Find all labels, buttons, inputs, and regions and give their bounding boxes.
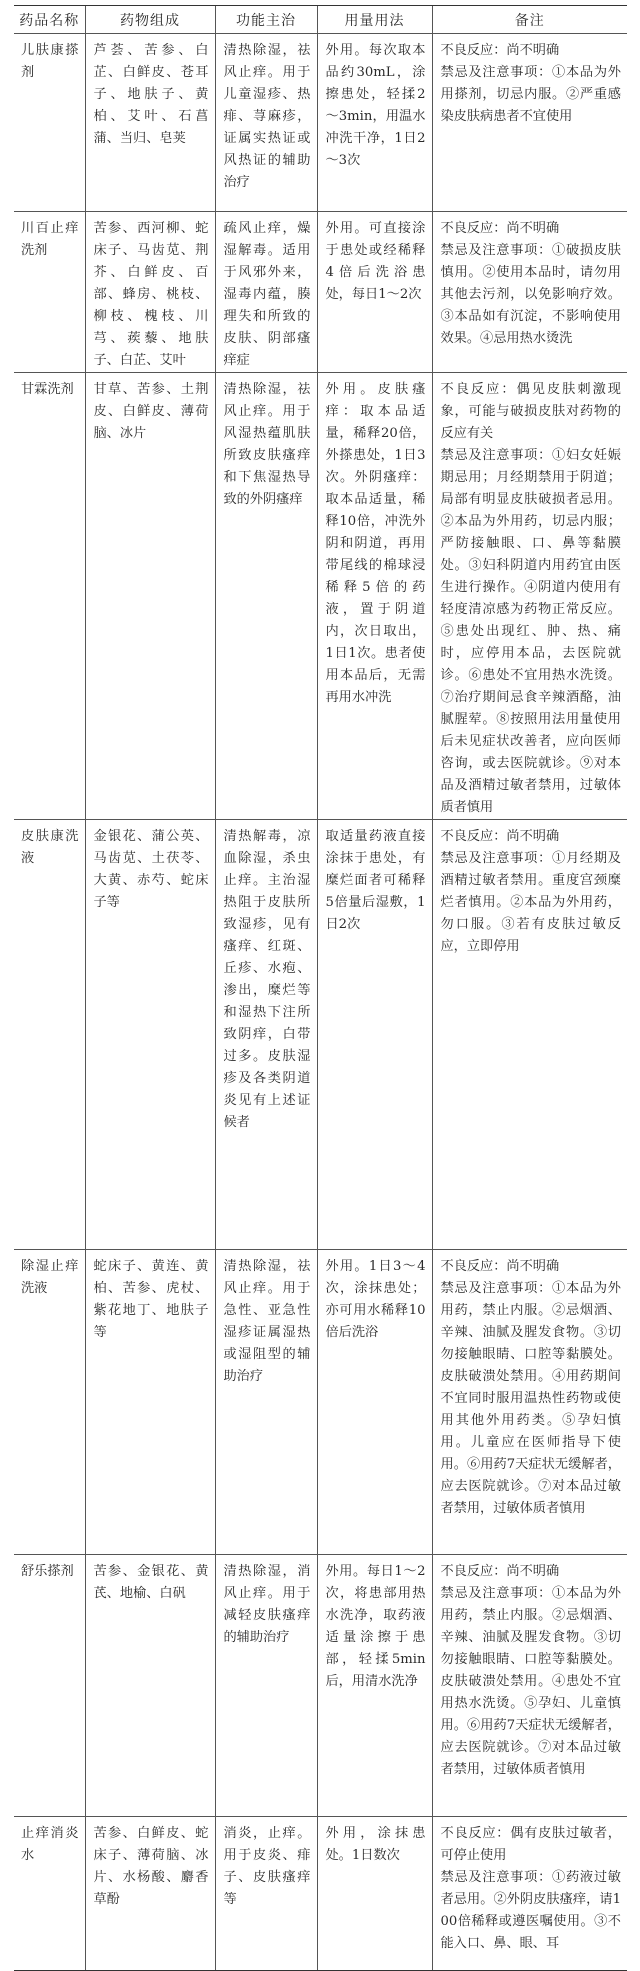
- adverse-reaction: 不良反应：尚不明确: [440, 221, 560, 236]
- drug-name: 除湿止痒洗液: [14, 1250, 85, 1555]
- table-row: [14, 34, 627, 212]
- cautions: 禁忌及注意事项：①本品为外用搽剂，切忌内服。②严重感染皮肤病患者不宜使用: [440, 65, 621, 124]
- composition: 蛇床子、黄连、黄柏、苦参、虎杖、紫花地丁、地肤子等: [85, 1250, 215, 1555]
- usage: 外用，涂抹患处。1日数次: [317, 1817, 432, 1971]
- drug-table: [14, 5, 627, 1971]
- composition: 金银花、蒲公英、马齿苋、土茯苓、大黄、赤芍、蛇床子等: [85, 820, 215, 1250]
- drug-name: 川百止痒洗剂: [14, 212, 85, 373]
- notes: [432, 820, 627, 1250]
- notes: [432, 1817, 627, 1971]
- indication: 清热除湿，祛风止痒。用于急性、亚急性湿疹证属湿热或湿阻型的辅助治疗: [215, 1250, 317, 1555]
- adverse-reaction: 不良反应：尚不明确: [440, 1564, 560, 1579]
- usage: 外用。1日3～4次，涂抹患处；亦可用水稀释10倍后洗浴: [317, 1250, 432, 1555]
- table-row: [14, 373, 627, 820]
- adverse-reaction: 不良反应：偶见皮肤刺激现象，可能与破损皮肤对药物的反应有关: [440, 382, 621, 441]
- cautions: 禁忌及注意事项：①本品为外用药，禁止内服。②忌烟酒、辛辣、油腻及腥发食物。③切勿接触眼睛、口腔等黏膜处。皮肤破溃处禁用。④患处不宜用热水洗烫。⑤孕妇、儿童慎用。⑥用药7天症状无缓解者，应去医院就诊。⑦对本品过敏者禁用，过敏体质者慎用: [440, 1586, 621, 1777]
- header-usage: 用量用法: [317, 6, 432, 34]
- indication: 疏风止痒，燥湿解毒。适用于风邪外来，湿毒内蕴，腠理失和所致的皮肤、阴部瘙痒症: [215, 212, 317, 373]
- indication: 清热除湿，祛风止痒。用于风湿热蕴肌肤所致皮肤瘙痒和下焦湿热导致的外阴瘙痒: [215, 373, 317, 820]
- composition: 芦荟、苦参、白芷、白鲜皮、苍耳子、地肤子、黄柏、艾叶、石菖蒲、当归、皂荚: [85, 34, 215, 212]
- adverse-reaction: 不良反应：尚不明确: [440, 829, 560, 844]
- adverse-reaction: 不良反应：尚不明确: [440, 43, 560, 58]
- header-drug-name: 药品名称: [14, 6, 85, 34]
- usage: 外用。皮肤瘙痒：取本品适量，稀释20倍，外搽患处，1日3次。外阴瘙痒：取本品适量，稀释10倍，冲洗外阴和阴道，再用带尾线的棉球浸稀释5倍的药液，置于阴道内，次日取出，1日1次。患者使用本品后，无需再用水冲洗: [317, 373, 432, 820]
- adverse-reaction: 不良反应：偶有皮肤过敏者，可停止使用: [440, 1826, 621, 1863]
- table-row: [14, 1250, 627, 1555]
- composition: 甘草、苦参、土荆皮、白鲜皮、薄荷脑、冰片: [85, 373, 215, 820]
- header-indication: 功能主治: [215, 6, 317, 34]
- composition: 苦参、金银花、黄芪、地榆、白矾: [85, 1555, 215, 1817]
- drug-name: 舒乐搽剂: [14, 1555, 85, 1817]
- cautions: 禁忌及注意事项：①破损皮肤慎用。②使用本品时，请勿用其他去污剂，以免影响疗效。③本品如有沉淀，不影响使用效果。④忌用热水烫洗: [440, 243, 621, 346]
- adverse-reaction: 不良反应：尚不明确: [440, 1259, 560, 1274]
- composition: 苦参、西河柳、蛇床子、马齿苋、荆芥、白鲜皮、百部、蜂房、桃枝、柳枝、槐枝、川芎、蒺藜、地肤子、白芷、艾叶: [85, 212, 215, 373]
- notes: [432, 1250, 627, 1555]
- usage: 外用。可直接涂于患处或经稀释4倍后洗浴患处，每日1～2次: [317, 212, 432, 373]
- drug-name: 甘霖洗剂: [14, 373, 85, 820]
- table-row: [14, 1555, 627, 1817]
- cautions: 禁忌及注意事项：①本品为外用药，禁止内服。②忌烟酒、辛辣、油腻及腥发食物。③切勿接触眼睛、口腔等黏膜处。皮肤破溃处禁用。④用药期间不宜同时服用温热性药物或使用其他外用药类。⑤孕妇慎用。儿童应在医师指导下使用。⑥用药7天症状无缓解者，应去医院就诊。⑦对本品过敏者禁用，过敏体质者慎用: [440, 1281, 621, 1516]
- table-row: [14, 212, 627, 373]
- cautions: 禁忌及注意事项：①月经期及酒精过敏者禁用。重度宫颈糜烂者慎用。②本品为外用药，勿口服。③若有皮肤过敏反应，立即停用: [440, 851, 621, 954]
- header-notes: 备注: [432, 6, 627, 34]
- drug-name: 皮肤康洗液: [14, 820, 85, 1250]
- header-row: [14, 6, 627, 34]
- indication: 消炎，止痒。用于皮炎、痱子、皮肤瘙痒等: [215, 1817, 317, 1971]
- composition: 苦参、白鲜皮、蛇床子、薄荷脑、冰片、水杨酸、麝香草酚: [85, 1817, 215, 1971]
- drug-name: 止痒消炎水: [14, 1817, 85, 1971]
- indication: 清热解毒，凉血除湿，杀虫止痒。主治湿热阻于皮肤所致湿疹，见有瘙痒、红斑、丘疹、水疱、渗出，糜烂等和湿热下注所致阴痒，白带过多。皮肤湿疹及各类阴道炎见有上述证候者: [215, 820, 317, 1250]
- notes: [432, 1555, 627, 1817]
- usage: 取适量药液直接涂抹于患处，有糜烂面者可稀释5倍量后湿敷，1日2次: [317, 820, 432, 1250]
- usage: 外用。每日1～2次，将患部用热水洗净，取药液适量涂擦于患部，轻揉5min后，用清水洗净: [317, 1555, 432, 1817]
- drug-name: 儿肤康搽剂: [14, 34, 85, 212]
- notes: [432, 34, 627, 212]
- notes: [432, 373, 627, 820]
- cautions: 禁忌及注意事项：①妇女妊娠期忌用；月经期禁用于阴道；局部有明显皮肤破损者忌用。②本品为外用药，切忌内服；严防接触眼、口、鼻等黏膜处。③妇科阴道内用药宜由医生进行操作。④阴道内使用有轻度清凉感为药物正常反应。⑤患处出现红、肿、热、痛时，应停用本品，去医院就诊。⑥患处不宜用热水洗烫。⑦治疗期间忌食辛辣酒酪，油腻腥荤。⑧按照用法用量使用后未见症状改善者，应向医师咨询，或去医院就诊。⑨对本品及酒精过敏者禁用，过敏体质者慎用: [440, 448, 621, 815]
- table-row: [14, 1817, 627, 1971]
- cautions: 禁忌及注意事项：①药液过敏者忌用。②外阴皮肤瘙痒，请100倍稀释或遵医嘱使用。③不能入口、鼻、眼、耳: [440, 1870, 621, 1951]
- indication: 清热除湿，祛风止痒。用于儿童湿疹、热痱、荨麻疹，证属实热证或风热证的辅助治疗: [215, 34, 317, 212]
- indication: 清热除湿，消风止痒。用于减轻皮肤瘙痒的辅助治疗: [215, 1555, 317, 1817]
- table-row: [14, 820, 627, 1250]
- header-composition: 药物组成: [85, 6, 215, 34]
- usage: 外用。每次取本品约30mL，涂擦患处，轻揉2～3min，用温水冲洗干净，1日2～3次: [317, 34, 432, 212]
- notes: [432, 212, 627, 373]
